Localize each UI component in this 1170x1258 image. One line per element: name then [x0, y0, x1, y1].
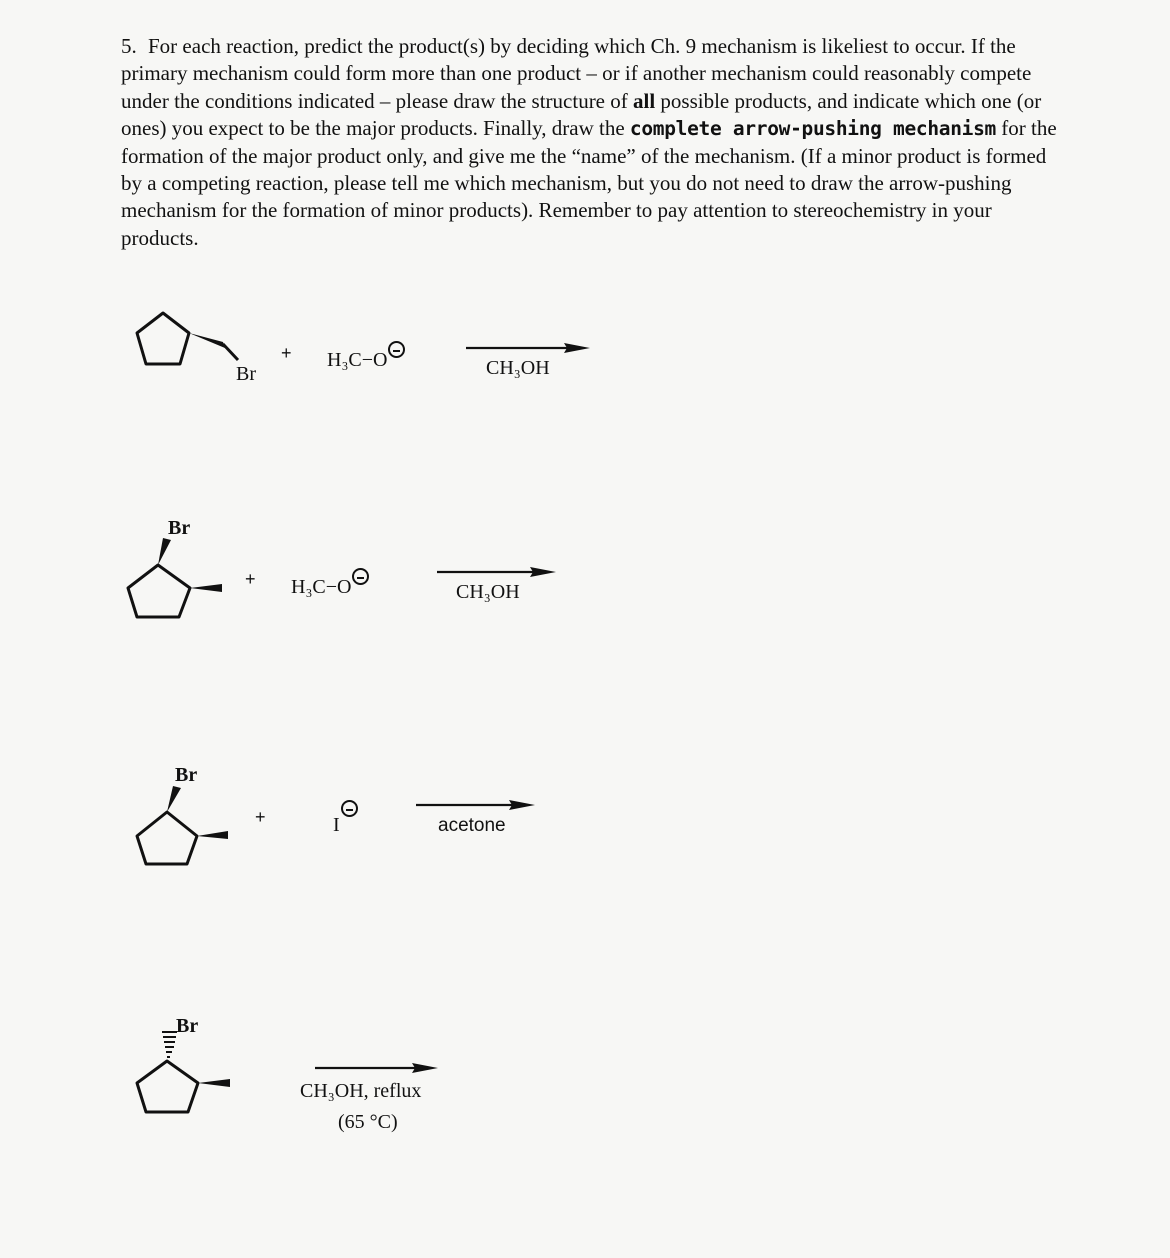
reaction-4-solvent: CH₃OH, reflux	[300, 1080, 422, 1102]
reaction-1-solvent: CH₃OH	[486, 357, 550, 379]
reaction-1-methoxide-text: H₃C−O	[327, 349, 388, 371]
question-bold-mechanism: complete arrow-pushing mechanism	[629, 117, 997, 141]
reaction-1-plus: +	[281, 343, 292, 363]
reaction-3-iodide-text: I	[333, 814, 340, 836]
question-text-part-2: possible products, and indicate which one (or ones) you expect to be the major products. Finally, draw the	[121, 88, 1042, 141]
reaction-2-plus: +	[245, 569, 256, 589]
reaction-2-solvent: CH₃OH	[456, 581, 520, 603]
reaction-1-br-label: Br	[236, 363, 256, 385]
reaction-2-methoxide-text: H₃C−O	[291, 576, 352, 598]
reaction-3-solvent: acetone	[438, 815, 506, 836]
reaction-3-br-label: Br	[175, 764, 198, 786]
question-bold-all: all	[633, 88, 656, 113]
reaction-2-br-label: Br	[168, 517, 191, 539]
reaction-4-br-label: Br	[176, 1015, 199, 1037]
reaction-4-temperature: (65 °C)	[338, 1111, 398, 1133]
question-text-part-1: For each reaction, predict the product(s) by deciding which Ch. 9 mechanism is likeliest to occur. If the primary mechanism could form more than one product – or if another mechanism could reasonably compete under the conditions indicated – please draw the structure of	[121, 34, 1032, 113]
question-number: 5.	[121, 34, 137, 58]
question-text-part-3: for the formation of the major product only, and give me the “name” of the mechanism. (If a minor product is formed by a competing reaction, please tell me which mechanism, but you do not need to draw the arrow-pushing mechanism for the formation of minor products). Remember to pay attention to stereochemistry in your products.	[121, 116, 1057, 250]
reaction-3-plus: +	[255, 807, 266, 827]
